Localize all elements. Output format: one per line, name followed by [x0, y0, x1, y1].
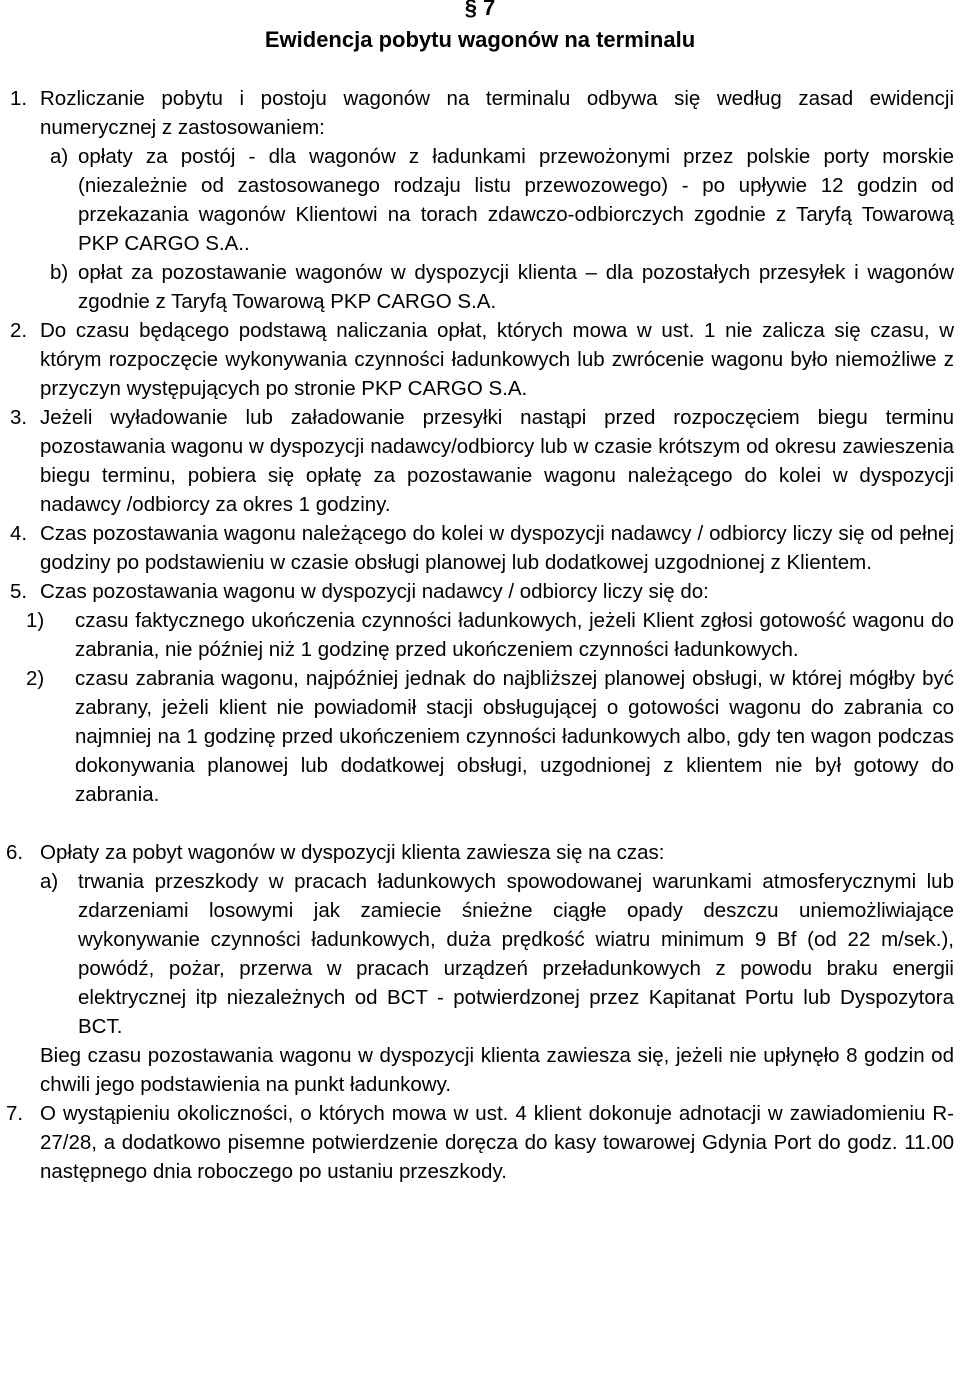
- section-title: Ewidencja pobytu wagonów na terminalu: [264, 27, 696, 52]
- item-a-label: a): [40, 870, 59, 893]
- paragraph-3-text: Jeżeli wyładowanie lub załadowanie przesyłki nastąpi przed rozpoczęciem biegu terminu pozostawania wagonu w dyspozycji nadawcy/odbiorcy lub w czasie krótszym od okresu zawieszenia biegu terminu, pobiera się opłatę za pozostawanie wagonu należącego do kolei w dyspozycji nadawcy /odbiorcy za okres 1 godziny.: [40, 406, 954, 516]
- item-a-text: trwania przeszkody w pracach ładunkowych spowodowanej warunkami atmosferycznymi lub zdarzeniami losowymi jak zamiecie śnieżne ciągłe opady deszczu uniemożliwiające wykonywanie czynności ładunkowych, duża prędkość wiatru minimum 9 Bf (od 22 m/sek.), powódź, pożar, przerwa w pracach urządzeń przeładunkowych z powodu braku energii elektrycznej itp niezależnych od BCT - potwierdzonej przez Kapitanat Portu lub Dyspozytora BCT.: [78, 870, 954, 1038]
- item-b-label: b): [50, 261, 69, 284]
- paragraph-1-item-b: [0, 258, 960, 316]
- paragraph-7-number: 7.: [6, 1102, 24, 1125]
- paragraph-6: [0, 838, 960, 867]
- paragraph-5-text: Czas pozostawania wagonu w dyspozycji nadawcy / odbiorcy liczy się do:: [40, 580, 709, 603]
- paragraph-1: [0, 84, 960, 142]
- paragraph-4-number: 4.: [10, 522, 28, 545]
- paragraph-3: [0, 403, 960, 519]
- item-2-text: czasu zabrania wagonu, najpóźniej jednak do najbliższej planowej obsługi, w której mógłby być zabrany, jeżeli klient nie powiadomił stacji obsługującej o gotowości wagonu do zabrania co najmniej na 1 godzinę przed ukończeniem czynności ładunkowych albo, gdy ten wagon podczas dokonywania planowej lub dodatkowej obsługi, uzgodnionej z klientem nie był gotowy do zabrania.: [75, 667, 954, 806]
- item-b-text: opłat za pozostawanie wagonów w dyspozycji klienta – dla pozostałych przesyłek i wagonów zgodnie z Taryfą Towarową PKP CARGO S.A.: [78, 261, 954, 313]
- item-2-label: 2): [26, 667, 45, 690]
- paragraph-5-number: 5.: [10, 580, 28, 603]
- paragraph-5: [0, 577, 960, 606]
- item-1-text: czasu faktycznego ukończenia czynności ładunkowych, jeżeli Klient zgłosi gotowość wagonu do zabrania, nie później niż 1 godzinę przed ukończeniem czynności ładunkowych.: [75, 609, 954, 661]
- paragraph-2: [0, 316, 960, 403]
- paragraph-1-item-a: [0, 142, 960, 258]
- spacer: [0, 809, 960, 838]
- section-number: § 7: [464, 0, 496, 20]
- paragraph-2-text: Do czasu będącego podstawą naliczania opłat, których mowa w ust. 1 nie zalicza się czasu, w którym rozpoczęcie wykonywania czynności ładunkowych lub zwrócenie wagonu było niemożliwe z przyczyn występujących po stronie PKP CARGO S.A.: [40, 319, 954, 400]
- paragraph-5-item-2: [0, 664, 960, 809]
- paragraph-5-item-1: [0, 606, 960, 664]
- paragraph-6-extra-text: Bieg czasu pozostawania wagonu w dyspozycji klienta zawiesza się, jeżeli nie upłynęło 8 godzin od chwili jego podstawienia na punkt ładunkowy.: [40, 1044, 954, 1096]
- item-1-label: 1): [26, 609, 45, 632]
- item-a-label: a): [50, 145, 69, 168]
- paragraph-6-number: 6.: [6, 841, 24, 864]
- document-body: [0, 84, 960, 1186]
- paragraph-6-text: Opłaty za pobyt wagonów w dyspozycji klienta zawiesza się na czas:: [40, 841, 665, 864]
- paragraph-7: [0, 1099, 960, 1186]
- paragraph-6-extra: [0, 1041, 960, 1099]
- paragraph-7-text: O wystąpieniu okoliczności, o których mowa w ust. 4 klient dokonuje adnotacji w zawiadomieniu R-27/28, a dodatkowo pisemne potwierdzenie doręcza do kasy towarowej Gdynia Port do godz. 11.00 następnego dnia roboczego po ustaniu przeszkody.: [40, 1102, 954, 1183]
- paragraph-4-text: Czas pozostawania wagonu należącego do kolei w dyspozycji nadawcy / odbiorcy liczy się od pełnej godziny po podstawieniu w czasie obsługi planowej lub dodatkowej uzgodnionej z Klientem.: [40, 522, 954, 574]
- paragraph-1-text: Rozliczanie pobytu i postoju wagonów na terminalu odbywa się według zasad ewidencji numerycznej z zastosowaniem:: [40, 87, 954, 139]
- paragraph-3-number: 3.: [10, 406, 28, 429]
- paragraph-1-number: 1.: [10, 87, 28, 110]
- item-a-text: opłaty za postój - dla wagonów z ładunkami przewożonymi przez polskie porty morskie (niezależnie od zastosowanego rodzaju listu przewozowego) - po upływie 12 godzin od przekazania wagonów Klientowi na torach zdawczo-odbiorczych zgodnie z Taryfą Towarową PKP CARGO S.A..: [78, 145, 954, 255]
- paragraph-6-item-a: [0, 867, 960, 1041]
- paragraph-2-number: 2.: [10, 319, 28, 342]
- paragraph-4: [0, 519, 960, 577]
